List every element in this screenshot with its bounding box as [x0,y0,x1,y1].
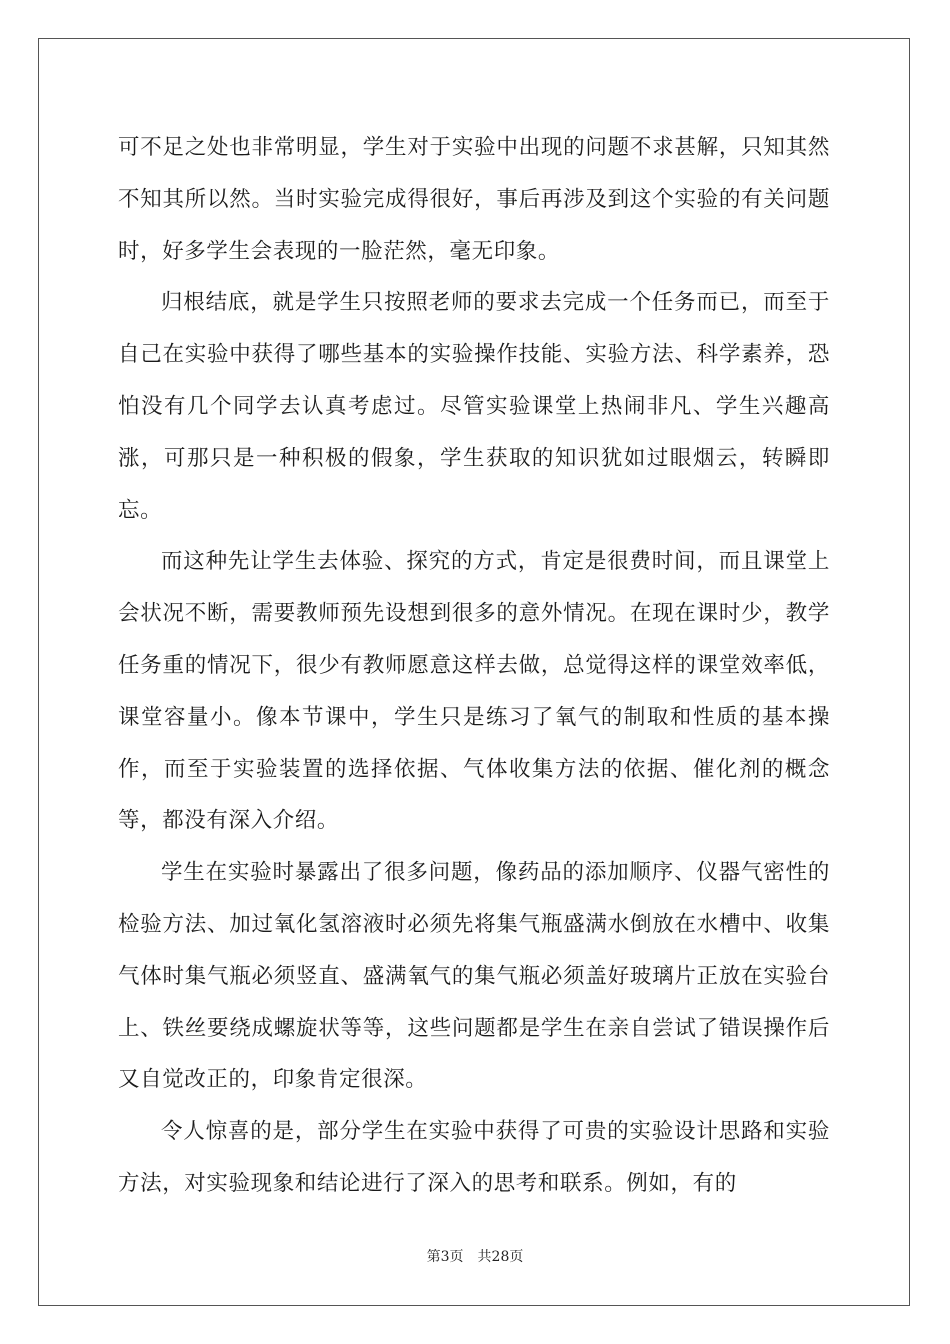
paragraph-1: 可不足之处也非常明显，学生对于实验中出现的问题不求甚解，只知其然不知其所以然。当时实验完成得很好，事后再涉及到这个实验的有关问题时，好多学生会表现的一脸茫然，毫无印象。 [118,135,830,264]
page-number: 第3页 [426,1249,464,1265]
page-footer [0,1246,950,1266]
document-body [118,122,830,1210]
paragraph-5: 令人惊喜的是，部分学生在实验中获得了可贵的实验设计思路和实验方法，对实验现象和结论进行了深入的思考和联系。例如，有的 [118,1119,830,1196]
paragraph-2: 归根结底，就是学生只按照老师的要求去完成一个任务而已，而至于自己在实验中获得了哪些基本的实验操作技能、实验方法、科学素养，恐怕没有几个同学去认真考虑过。尽管实验课堂上热闹非凡、学生兴趣高涨，可那只是一种积极的假象，学生获取的知识犹如过眼烟云，转瞬即忘。 [118,290,830,523]
paragraph-3: 而这种先让学生去体验、探究的方式，肯定是很费时间，而且课堂上会状况不断，需要教师预先设想到很多的意外情况。在现在课时少，教学任务重的情况下，很少有教师愿意这样去做，总觉得这样的课堂效率低，课堂容量小。像本节课中，学生只是练习了氧气的制取和性质的基本操作，而至于实验装置的选择依据、气体收集方法的依据、催化剂的概念等，都没有深入介绍。 [118,549,830,834]
paragraph-4: 学生在实验时暴露出了很多问题，像药品的添加顺序、仪器气密性的检验方法、加过氧化氢溶液时必须先将集气瓶盛满水倒放在水槽中、收集气体时集气瓶必须竖直、盛满氧气的集气瓶必须盖好玻璃片正放在实验台上、铁丝要绕成螺旋状等等，这些问题都是学生在亲自尝试了错误操作后又自觉改正的，印象肯定很深。 [118,860,830,1093]
page-total: 共28页 [477,1249,524,1265]
